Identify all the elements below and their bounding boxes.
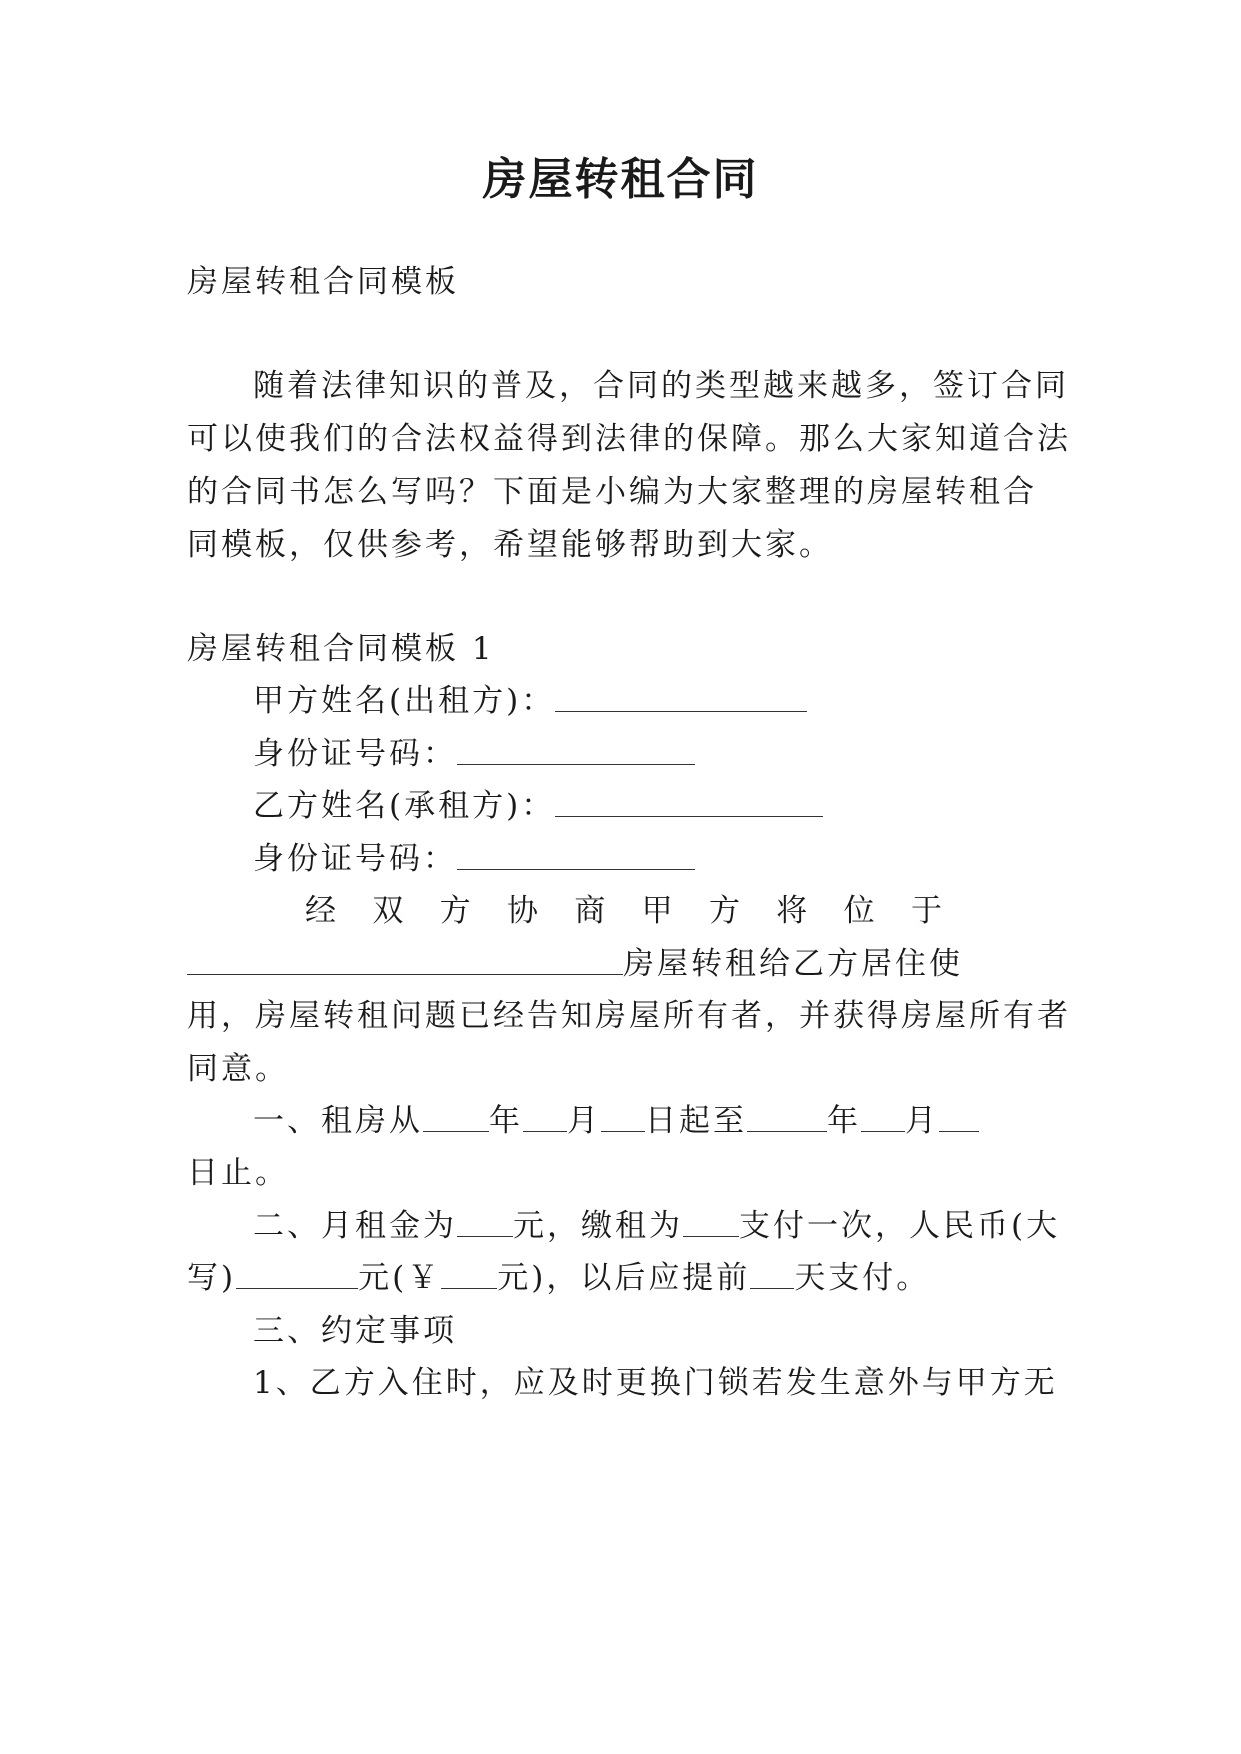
clause-1-month-2: 月 [905, 1103, 939, 1139]
section-heading: 房屋转租合同模板 1 [187, 631, 495, 667]
agreement-line-3: 用，房屋转租问题已经告知房屋所有者，并获得房屋所有者 [187, 998, 1071, 1034]
start-month-blank [523, 1091, 567, 1132]
party-b-id-row [253, 829, 1053, 889]
agreement-char: 方 [439, 893, 474, 929]
party-a-name-label: 甲方姓名(出租方)： [253, 683, 556, 719]
party-a-id-row [253, 724, 1053, 784]
party-a-id-label: 身份证号码： [253, 736, 457, 772]
clause-1-month: 月 [567, 1103, 601, 1139]
clause-2-prefix: 二、月租金为 [253, 1208, 457, 1244]
agreement-char: 甲 [641, 893, 676, 929]
agreement-char: 协 [506, 893, 541, 929]
clause-3-heading: 三、约定事项 [253, 1313, 457, 1349]
agreement-char: 双 [372, 893, 407, 929]
party-a-name-blank [555, 671, 807, 712]
clause-1-year-2: 年 [827, 1103, 861, 1139]
clause-2-yuan-2: 元(￥ [358, 1260, 442, 1296]
clause-2-pay: 支付一次，人民币(大 [739, 1208, 1061, 1244]
agreement-char: 经 [305, 893, 339, 929]
clause-1-prefix: 一、租房从 [253, 1103, 423, 1139]
intro-line-4: 同模板，仅供参考，希望能够帮助到大家。 [187, 527, 833, 563]
address-blank [187, 934, 623, 975]
end-month-blank [861, 1091, 905, 1132]
agreement-line-4: 同意。 [187, 1051, 289, 1087]
clause-2-yuan-3: 元)，以后应提前 [497, 1260, 751, 1296]
agreement-line-2-text: 房屋转租给乙方居住使 [623, 946, 963, 982]
clause-2-line-2 [187, 1248, 1053, 1308]
clause-3-item-1: 1、乙方入住时，应及时更换门锁若发生意外与甲方无 [253, 1365, 1058, 1401]
party-a-id-blank [457, 724, 695, 765]
agreement-line-1 [305, 881, 945, 941]
clause-2-line-1 [253, 1196, 1061, 1256]
agreement-char: 位 [843, 893, 878, 929]
start-year-blank [423, 1091, 489, 1132]
clause-2-line-2-prefix: 写) [187, 1260, 237, 1296]
agreement-char: 于 [910, 893, 945, 929]
agreement-char: 将 [776, 893, 811, 929]
clause-2-days: 天支付。 [794, 1260, 931, 1296]
agreement-line-2 [187, 934, 1053, 994]
agreement-char: 方 [708, 893, 743, 929]
party-b-name-row [253, 776, 1053, 836]
pay-period-blank [683, 1196, 739, 1237]
clause-2-yuan: 元，缴租为 [513, 1208, 683, 1244]
clause-1-year: 年 [489, 1103, 523, 1139]
end-year-blank [747, 1091, 827, 1132]
party-b-name-blank [555, 776, 823, 817]
subtitle: 房屋转租合同模板 [187, 264, 459, 300]
party-a-name-row [253, 671, 1053, 731]
agreement-char: 商 [574, 893, 609, 929]
clause-1-line-1 [253, 1091, 1053, 1151]
amount-uppercase-blank [236, 1248, 358, 1289]
party-b-name-label: 乙方姓名(承租方)： [253, 788, 556, 824]
rent-amount-blank [457, 1196, 513, 1237]
intro-line-2: 可以使我们的合法权益得到法律的保障。那么大家知道合法 [187, 421, 1071, 457]
end-day-blank [939, 1091, 979, 1132]
intro-line-1: 随着法律知识的普及，合同的类型越来越多，签订合同 [253, 368, 1069, 404]
party-b-id-blank [457, 829, 695, 870]
start-day-blank [601, 1091, 645, 1132]
party-b-id-label: 身份证号码： [253, 841, 457, 877]
document-title: 房屋转租合同 [482, 154, 759, 205]
clause-1-line-2: 日止。 [187, 1155, 289, 1191]
amount-number-blank [441, 1248, 497, 1289]
advance-days-blank [750, 1248, 794, 1289]
intro-line-3: 的合同书怎么写吗？下面是小编为大家整理的房屋转租合 [187, 474, 1037, 510]
clause-1-day: 日起至 [645, 1103, 747, 1139]
